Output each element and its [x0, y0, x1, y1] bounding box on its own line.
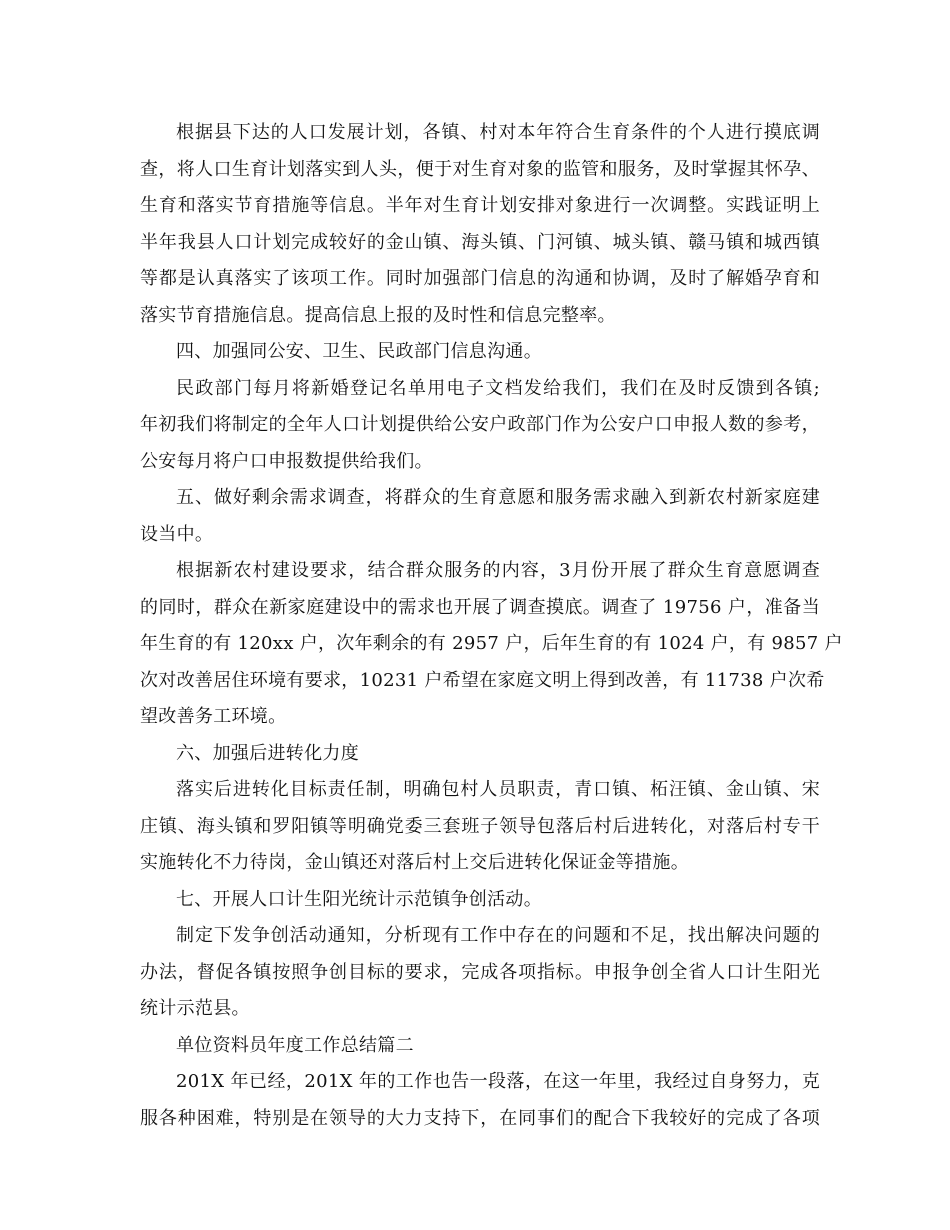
text-line: 民政部门每月将新婚登记名单用电子文档发给我们，我们在及时反馈到各镇; [176, 377, 820, 399]
paragraph [140, 772, 820, 882]
paragraph [140, 918, 820, 1028]
section-heading [140, 334, 820, 371]
paragraph [140, 553, 843, 736]
section-heading [140, 736, 820, 773]
text-line: 设当中。 [140, 523, 214, 545]
text-line: 等都是认真落实了该项工作。同时加强部门信息的沟通和协调，及时了解婚孕育和 [140, 268, 820, 289]
text-line: 实施转化不力待岗，金山镇还对落后村上交后进转化保证金等措施。 [140, 852, 689, 873]
text-line: 查，将人口生育计划落实到人头，便于对生育对象的监管和服务，及时掌握其怀孕、 [140, 158, 820, 180]
text-line: 半年我县人口计划完成较好的金山镇、海头镇、门河镇、城头镇、赣马镇和城西镇 [140, 231, 820, 253]
text-line: 的同时，群众在新家庭建设中的需求也开展了调查摸底。调查了 19756 户，准备当 [140, 596, 820, 618]
section-heading [140, 480, 820, 553]
text-line: 根据县下达的人口发展计划，各镇、村对本年符合生育条件的个人进行摸底调 [176, 122, 820, 143]
text-line: 单位资料员年度工作总结篇二 [176, 1034, 414, 1056]
text-line: 六、加强后进转化力度 [176, 742, 359, 764]
text-line: 庄镇、海头镇和罗阳镇等明确党委三套班子领导包落后村后进转化，对落后村专干 [140, 815, 820, 837]
text-line: 服各种困难，特别是在领导的大力支持下，在同事们的配合下我较好的完成了各项 [140, 1107, 820, 1129]
text-line: 望改善务工环境。 [140, 706, 287, 727]
paragraph [140, 371, 820, 481]
text-line: 次对改善居住环境有要求，10231 户希望在家庭文明上得到改善，有 11738 户次希 [140, 669, 825, 691]
text-line: 年初我们将制定的全年人口计划提供给公安户政部门作为公安户口申报人数的参考， [140, 414, 820, 435]
section-heading [140, 882, 820, 919]
text-line: 落实节育措施信息。提高信息上报的及时性和信息完整率。 [140, 304, 616, 326]
text-line: 统计示范县。 [140, 998, 250, 1019]
paragraph [140, 115, 820, 334]
text-line: 制定下发争创活动通知，分析现有工作中存在的问题和不足，找出解决问题的 [176, 925, 820, 946]
text-line: 生育和落实节育措施等信息。半年对生育计划安排对象进行一次调整。实践证明上 [140, 195, 820, 216]
text-line: 年生育的有 120xx 户，次年剩余的有 2957 户，后年生育的有 1024 户，有 9857 户 [140, 633, 843, 654]
text-line: 办法，督促各镇按照争创目标的要求，完成各项指标。申报争创全省人口计生阳光 [140, 961, 820, 983]
text-line: 201X 年已经，201X 年的工作也告一段落，在这一年里，我经过自身努力，克 [176, 1071, 820, 1092]
text-line: 根据新农村建设要求，结合群众服务的内容，3月份开展了群众生育意愿调查 [176, 560, 820, 581]
document-body [140, 115, 843, 1137]
text-line: 四、加强同公安、卫生、民政部门信息沟通。 [176, 341, 542, 362]
text-line: 五、做好剩余需求调查，将群众的生育意愿和服务需求融入到新农村新家庭建 [176, 487, 820, 508]
text-line: 落实后进转化目标责任制，明确包村人员职责，青口镇、柘汪镇、金山镇、宋 [176, 779, 820, 800]
text-line: 七、开展人口计生阳光统计示范镇争创活动。 [176, 888, 542, 910]
paragraph [140, 1064, 820, 1137]
article-title [140, 1028, 820, 1065]
text-line: 公安每月将户口申报数提供给我们。 [140, 450, 433, 472]
